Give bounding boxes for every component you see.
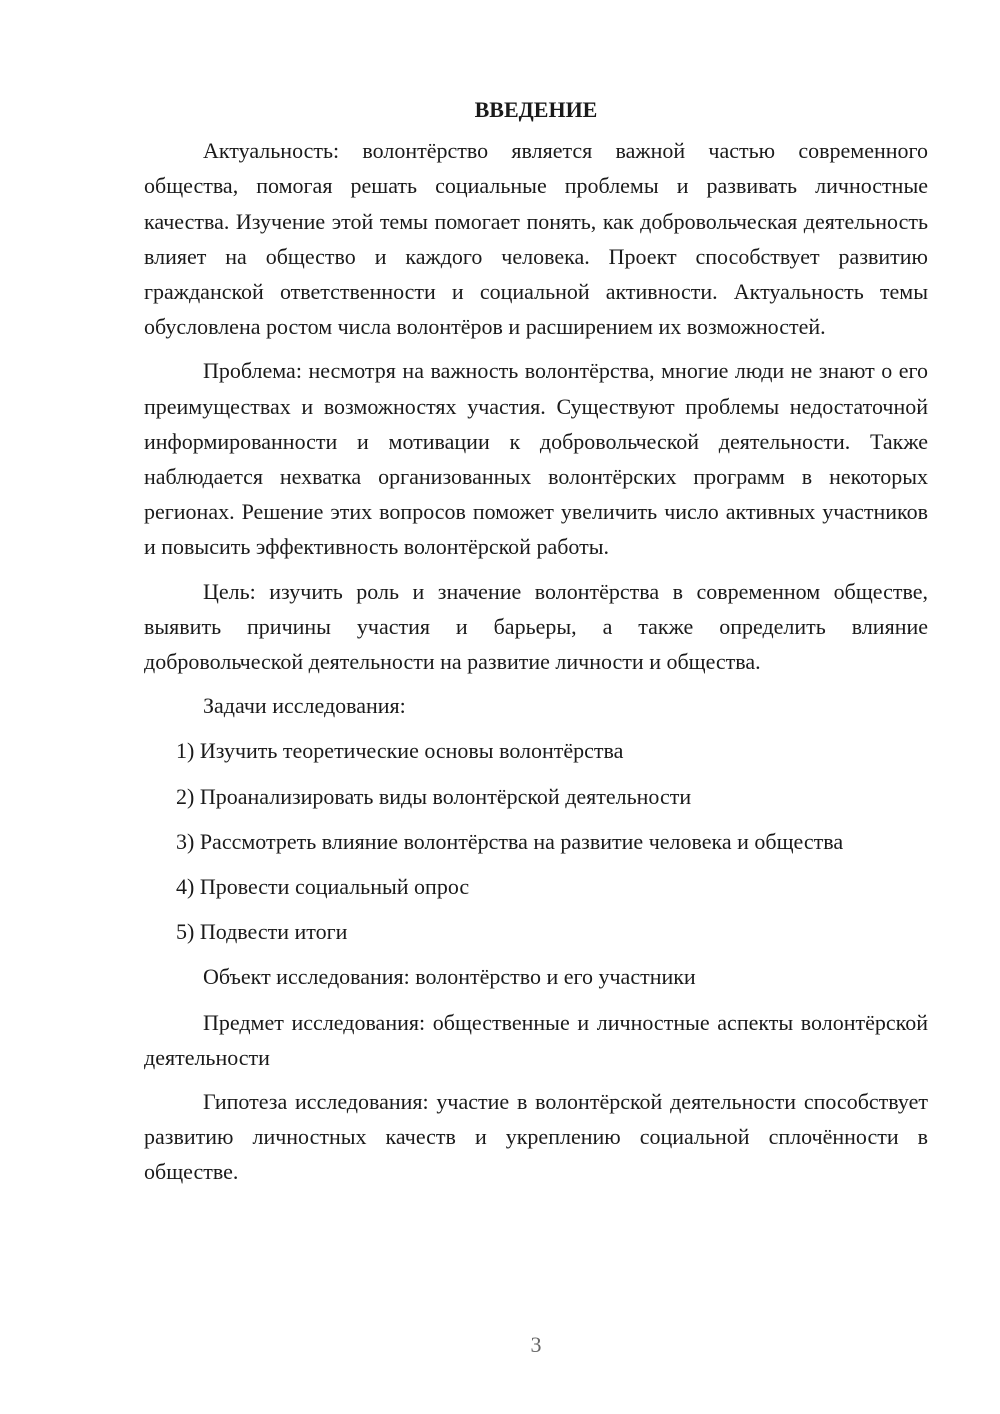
research-object: Объект исследования: волонтёрство и его участники bbox=[203, 964, 696, 990]
list-item: 4) Провести социальный опрос bbox=[176, 874, 470, 900]
tasks-list bbox=[144, 733, 928, 949]
tasks-heading: Задачи исследования: bbox=[203, 693, 406, 719]
document-page bbox=[144, 92, 928, 1199]
relevance-paragraph: Актуальность: волонтёрство является важной частью современного общества, помогая решать социальные проблемы и развивать личностные качества. Изучение этой темы помогает понять, как добровольческая деятельность влияет на общество и каждого человека. Проект способствует развитию гражданской ответственности и социальной активности. Актуальность темы обусловлена ростом числа волонтёров и расширением их возможностей. bbox=[144, 138, 928, 340]
page-number: 3 bbox=[530, 1332, 542, 1357]
list-item: 3) Рассмотреть влияние волонтёрства на развитие человека и общества bbox=[176, 828, 844, 854]
goal-paragraph: Цель: изучить роль и значение волонтёрства в современном обществе, выявить причины участия и барьеры, а также определить влияние добровольческой деятельности на развитие личности и общества. bbox=[144, 578, 928, 675]
research-hypothesis: Гипотеза исследования: участие в волонтёрской деятельности способствует развитию личностных качеств и укреплению социальной сплочённости в обществе. bbox=[144, 1089, 928, 1185]
list-item: 5) Подвести итоги bbox=[176, 919, 348, 945]
problem-paragraph: Проблема: несмотря на важность волонтёрства, многие люди не знают о его преимуществах и возможностях участия. Существуют проблемы недостаточной информированности и мотивации к добровольческой деятельности. Также наблюдается нехватка организованных волонтёрских программ в некоторых регионах. Решение этих вопросов поможет увеличить число активных участников и повысить эффективность волонтёрской работы. bbox=[144, 358, 928, 560]
research-subject: Предмет исследования: общественные и личностные аспекты волонтёрской деятельности bbox=[144, 1009, 928, 1070]
page-title: ВВЕДЕНИЕ bbox=[474, 97, 598, 122]
list-item: 2) Проанализировать виды волонтёрской деятельности bbox=[176, 783, 692, 809]
list-item: 1) Изучить теоретические основы волонтёрства bbox=[176, 738, 624, 764]
